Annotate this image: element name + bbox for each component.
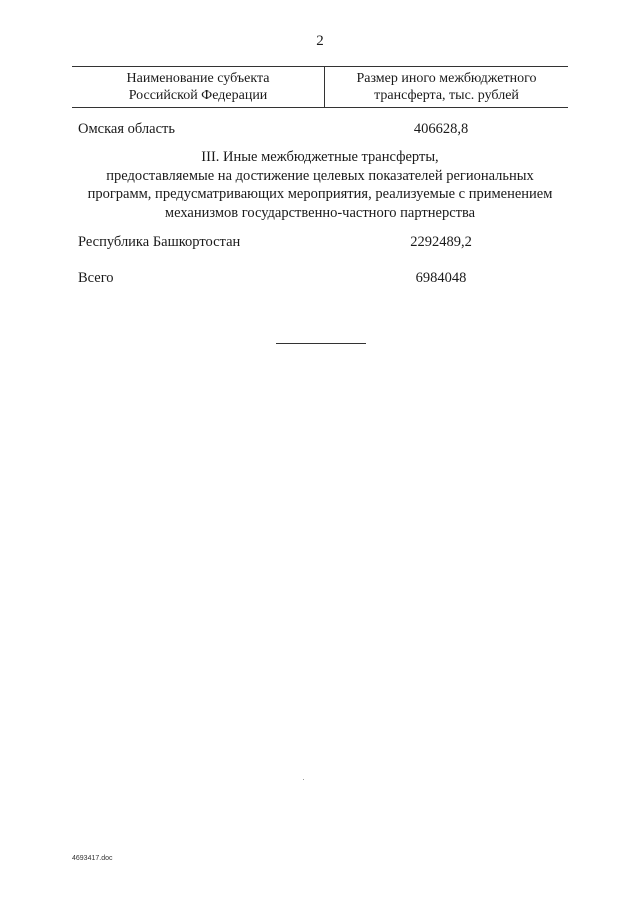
total-label: Всего [78,270,114,286]
column-header-amount [325,70,568,104]
table-header [72,66,568,108]
column-header-subject-line-2: Российской Федерации [128,88,268,103]
section-heading-line-1: III. Иные межбюджетные трансферты, [201,149,439,165]
section-heading-line-2: предоставляемые на достижение целевых показателей региональных [106,167,534,184]
section-heading-line-3: программ, предусматривающих мероприятия, реализуемые с применением [87,186,553,202]
section-heading [72,148,568,222]
column-header-amount-line-2: трансферта, тыс. рублей [374,88,519,103]
row-value-omsk: 406628,8 [413,121,469,137]
column-header-amount-line-1: Размер иного межбюджетного [356,71,537,86]
footer-file-name: 4693417.doc [72,855,113,862]
row-value-bashkortostan: 2292489,2 [410,234,472,250]
total-value: 6984048 [415,270,467,286]
end-of-document-rule [276,343,366,344]
section-heading-line-4: механизмов государственно-частного партнерства [164,204,476,221]
row-name-omsk: Омская область [78,121,175,137]
row-name-bashkortostan: Республика Башкортостан [78,234,241,250]
page-number: 2 [316,33,324,49]
column-header-subject-line-1: Наименование субъекта [126,71,270,86]
scan-speck [303,779,304,780]
column-header-subject [72,70,324,104]
